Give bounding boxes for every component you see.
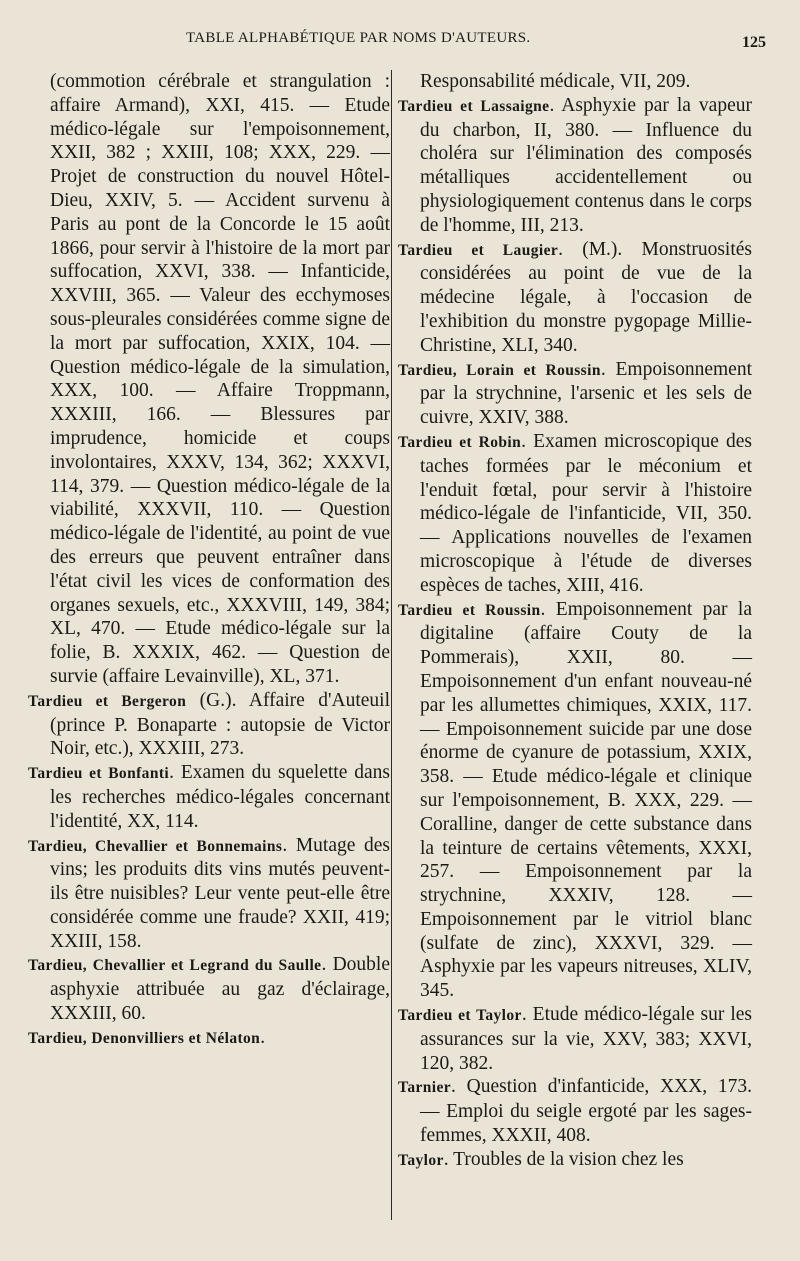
author-name: Tardieu et Bergeron bbox=[28, 692, 187, 710]
index-entry: Responsabilité médicale, VII, 209. bbox=[420, 71, 691, 92]
page-number: 125 bbox=[742, 34, 766, 51]
index-entry: Tardieu, Denonvilliers et Nélaton. bbox=[28, 1026, 266, 1048]
index-entry: Tardieu et Taylor. Etude médico-légale sur les assurances sur la vie, XXV, 383; XXVI, 120, 382. bbox=[398, 1004, 752, 1074]
left-column bbox=[28, 70, 390, 1051]
running-header bbox=[0, 22, 800, 52]
author-name: Tardieu, Lorain et Roussin bbox=[398, 361, 601, 379]
index-entry: Tardieu, Lorain et Roussin. Empoisonnement par la strychnine, l'arsenic et les sels de cuivre, XXIV, 388. bbox=[398, 358, 752, 429]
author-name: Tardieu, Chevallier et Legrand du Saulle bbox=[28, 957, 322, 975]
author-name: Tardieu, Denonvilliers et Nélaton bbox=[28, 1029, 261, 1047]
index-entry: (commotion cérébrale et strangulation : affaire Armand), XXI, 415. — Etude médico-légale sur l'empoisonnement, XXII, 382 ; XXIII, 108; XXX, 229. — Projet de construction du nouvel Hôtel-Dieu, XXIV, 5. — Accident survenu à Paris au pont de la Concorde le 15 août 1866, pour servir à l'histoire de la mort par suffocation, XXVI, 338. — Infanticide, XXVIII, 365. — Valeur des ecchymoses sous-pleurales considérées comme signe de la mort par suffocation, XXIX, 104. — Question médico-légale de la simulation, XXX, 100. — Affaire Troppmann, XXXIII, 166. — Blessures par imprudence, homicide et coups involontaires, XXXV, 134, 362; XXXVI, 114, 379. — Question médico-légale de la viabilité, XXXVII, 110. — Question médico-légale de l'identité, au point de vue des erreurs que peuvent entraîner dans l'état civil les vices de conformation des organes sexuels, etc., XXXVIII, 149, 384; XL, 470. — Etude médico-légale sur la folie, B. XXXIX, 462. — Question de survie (affaire Levainville), XL, 371. bbox=[50, 71, 390, 687]
author-name: Tardieu et Taylor bbox=[398, 1007, 522, 1025]
author-name: Tardieu et Bonfanti bbox=[28, 765, 170, 783]
index-entry: Tardieu, Chevallier et Legrand du Saulle. Double asphyxie attribuée au gaz d'éclairage, XXXIII, 60. bbox=[28, 954, 390, 1025]
index-entry: Tarnier. Question d'infanticide, XXX, 173. — Emploi du seigle ergoté par les sages-femmes, XXXII, 408. bbox=[398, 1076, 752, 1147]
author-name: Tardieu, Chevallier et Bonnemains bbox=[28, 837, 283, 855]
author-name: Tarnier bbox=[398, 1079, 452, 1097]
index-entry: Tardieu et Bergeron (G.). Affaire d'Auteuil (prince P. Bonaparte : autopsie de Victor Noir, etc.), XXXIII, 273. bbox=[28, 689, 391, 760]
right-column bbox=[398, 70, 752, 1173]
header-title: TABLE ALPHABÉTIQUE PAR NOMS D'AUTEURS. bbox=[186, 30, 531, 46]
index-entry: Tardieu et Bonfanti. Examen du squelette dans les recherches médico-légales concernant l'identité, XX, 114. bbox=[28, 762, 390, 832]
author-name: Tardieu et Roussin bbox=[398, 601, 541, 619]
index-entry: Tardieu et Roussin. Empoisonnement par la digitaline (affaire Couty de la Pommerais), XXII, 80. — Empoisonnement d'un enfant nouveau-né par les allumettes chimiques, XXIX, 117. — Empoisonnement suicide par une dose énorme de cyanure de potassium, XXIX, 358. — Etude médico-légale et clinique sur l'empoisonnement, B. XXX, 229. — Coralline, danger de cette substance dans la teinture de certains vêtements, XXXI, 257. — Empoisonnement par la strychnine, XXXIV, 128. — Empoisonnement par le vitriol blanc (sulfate de zinc), XXXVI, 329. — Asphyxie par les vapeurs nitreuses, XLIV, 345. bbox=[398, 598, 752, 1002]
column-divider bbox=[391, 70, 392, 1220]
author-name: Tardieu et Laugier bbox=[398, 241, 559, 259]
index-entry: Tardieu, Chevallier et Bonnemains. Mutage des vins; les produits dits vins mutés peuvent-ils être nuisibles? Leur vente peut-elle être considérée comme une fraude? XXII, 419; XXIII, 158. bbox=[28, 834, 390, 952]
index-entry: Tardieu et Lassaigne. Asphyxie par la vapeur du charbon, II, 380. — Influence du choléra sur l'élimination des composés métalliques accidentellement ou physiologiquement contenus dans le corps de l'homme, III, 213. bbox=[398, 94, 752, 236]
author-name: Taylor bbox=[398, 1151, 444, 1169]
index-entry: Tardieu et Laugier. (M.). Monstruosités considérées au point de vue de la médecine légale, à l'occasion de l'exhibition du monstre pygopage Millie-Christine, XLI, 340. bbox=[398, 238, 752, 356]
index-entry: Tardieu et Robin. Examen microscopique des taches formées par le méconium et l'enduit fœtal, pour servir à l'histoire médico-légale de l'infanticide, VII, 350. — Applications nouvelles de l'examen microscopique à l'étude de diverses espèces de taches, XIII, 416. bbox=[398, 430, 753, 596]
author-name: Tardieu et Robin bbox=[398, 433, 522, 451]
index-entry: Taylor. Troubles de la vision chez les bbox=[398, 1148, 684, 1170]
author-name: Tardieu et Lassaigne bbox=[398, 97, 550, 115]
